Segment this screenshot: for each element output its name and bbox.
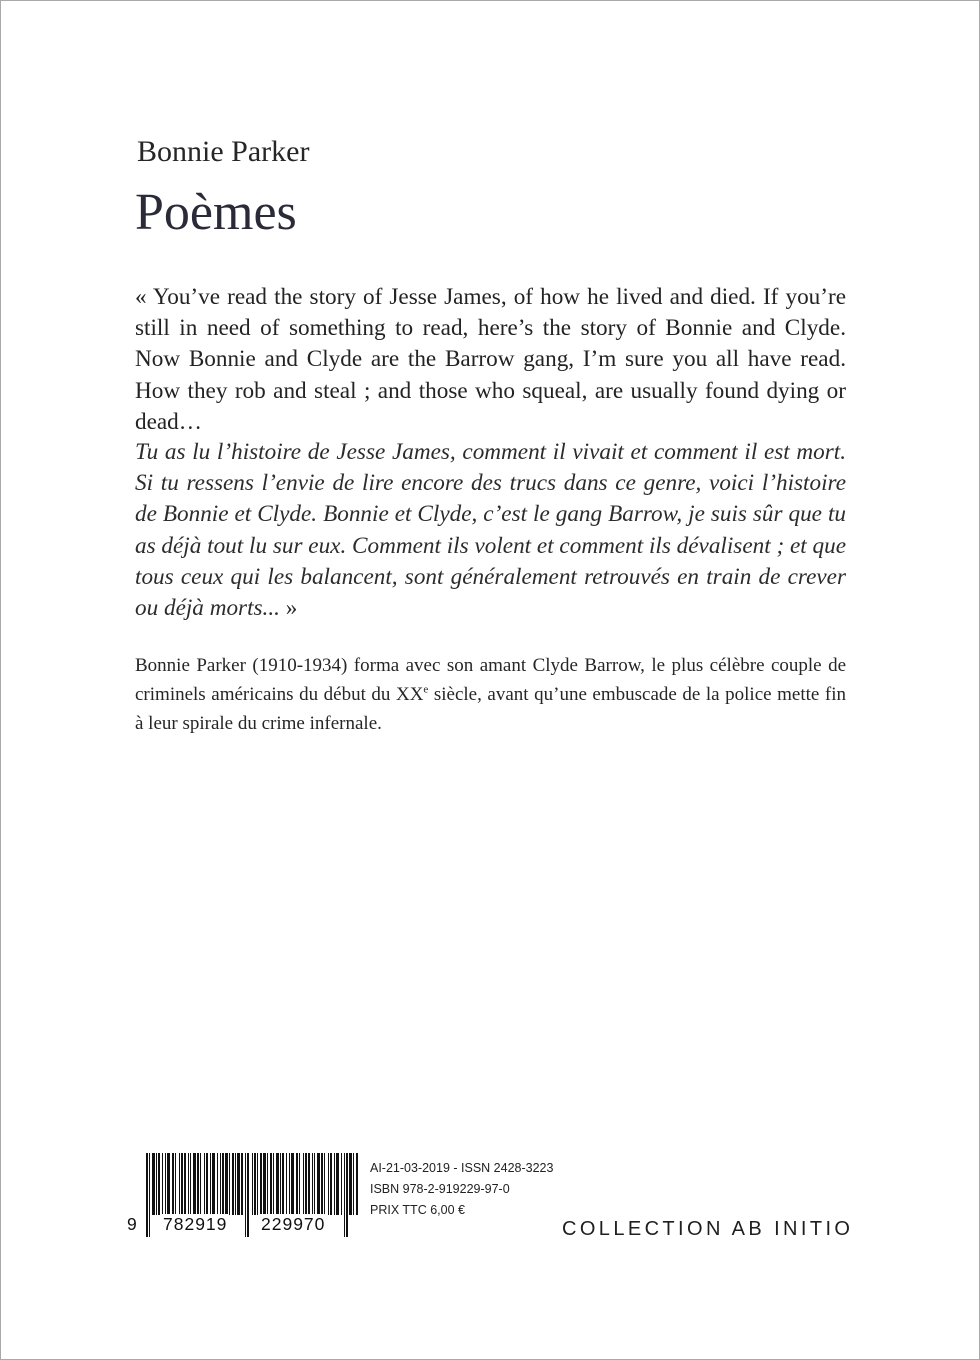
barcode-right-group: 229970 <box>261 1214 326 1234</box>
barcode-bar <box>235 1153 236 1215</box>
barcode-bar <box>260 1153 262 1215</box>
barcode-bar <box>254 1153 256 1215</box>
barcode-bar <box>245 1153 246 1237</box>
barcode-bar <box>276 1153 279 1215</box>
bio-superscript: e <box>423 683 429 696</box>
barcode-bar <box>162 1153 163 1215</box>
barcode-bar <box>149 1153 150 1237</box>
quote-close-mark: » <box>279 595 298 622</box>
barcode-bar <box>280 1153 281 1215</box>
barcode-bar <box>193 1153 196 1215</box>
barcode-bar <box>184 1153 186 1215</box>
barcode-bar <box>232 1153 234 1215</box>
barcode-bar <box>341 1153 342 1215</box>
barcode-bar <box>344 1153 345 1237</box>
barcode-bar <box>229 1153 230 1215</box>
collection-name: COLLECTION AB INITIO <box>562 1218 854 1240</box>
barcode <box>127 1153 358 1237</box>
barcode-bar <box>296 1153 298 1215</box>
quote-french <box>135 437 846 624</box>
barcode-bar <box>190 1153 191 1215</box>
barcode-bar <box>314 1153 315 1215</box>
barcode-bar <box>353 1153 354 1215</box>
book-title: Poèmes <box>135 184 297 241</box>
quote-english: « You’ve read the story of Jesse James, of how he lived and died. If you’re still in need of something to read, here’s the story of Bonnie and Clyde. Now Bonnie and Clyde are the Barrow gang, I’m sure you all have read. How they rob and steal ; and those who squeal, are usually found dying or dead… <box>135 284 846 435</box>
barcode-bar <box>336 1153 339 1215</box>
barcode-bar <box>181 1153 183 1215</box>
barcode-bar <box>263 1153 266 1215</box>
barcode-bar <box>321 1153 323 1215</box>
barcode-bar <box>312 1153 313 1215</box>
barcode-bar <box>334 1153 335 1215</box>
barcode-bar <box>172 1153 174 1215</box>
barcode-bar <box>328 1153 329 1215</box>
barcode-bar <box>286 1153 287 1215</box>
barcode-bar <box>175 1153 176 1215</box>
barcode-bar <box>273 1153 274 1215</box>
author-name: Bonnie Parker <box>137 135 310 168</box>
barcode-bar <box>188 1153 189 1215</box>
barcode-bar <box>146 1153 148 1237</box>
barcode-bar <box>267 1153 268 1215</box>
bio-text-start: Bonnie Parker (1910-1934) forma avec son amant Clyde Barrow, le plus célèbre couple de criminels américains du début du XX <box>135 655 846 705</box>
barcode-bar <box>220 1153 221 1215</box>
barcode-bar <box>156 1153 157 1215</box>
barcode-bar <box>210 1153 211 1215</box>
barcode-bar <box>165 1153 166 1215</box>
barcode-left-group: 782919 <box>163 1214 228 1234</box>
barcode-bar <box>152 1153 155 1215</box>
barcode-bar <box>270 1153 272 1215</box>
quote-french-text: Tu as lu l’histoire de Jesse James, comment il vivait et comment il est mort. Si tu ressens l’envie de lire encore des trucs dans ce genre, voici l’histoire de Bonnie et Clyde. Bonnie et Clyde, c’est le gang Barrow, je suis sûr que tu as déjà tout lu sur eux. Comment ils volent et comment ils dévalisent ; et que tous ceux qui les balancent, sont généralement retrouvés en train de crever ou déjà morts... <box>135 439 846 622</box>
barcode-bar <box>356 1153 358 1215</box>
barcode-bar <box>222 1153 224 1215</box>
barcode-bar <box>217 1153 218 1215</box>
barcode-bar <box>305 1153 307 1215</box>
barcode-bar <box>197 1153 199 1215</box>
barcode-first-digit: 9 <box>127 1214 138 1234</box>
barcode-bar <box>206 1153 208 1215</box>
barcode-bar <box>179 1153 180 1215</box>
barcode-bar <box>330 1153 332 1215</box>
barcode-bar <box>225 1153 228 1215</box>
barcode-bar <box>158 1153 160 1215</box>
barcode-bar <box>212 1153 215 1215</box>
registration-issn: AI-21-03-2019 - ISSN 2428-3223 <box>370 1161 554 1175</box>
barcode-bar <box>252 1153 253 1215</box>
isbn-number: ISBN 978-2-919229-97-0 <box>370 1182 510 1196</box>
barcode-bar <box>291 1153 294 1215</box>
barcode-bar <box>317 1153 320 1215</box>
author-bio <box>135 651 846 738</box>
price: PRIX TTC 6,00 € <box>370 1203 465 1217</box>
bio-text-end: siècle, avant qu’une embuscade de la police mette fin à leur spirale du crime infernale. <box>135 684 846 734</box>
barcode-bar <box>303 1153 304 1215</box>
barcode-bar <box>324 1153 325 1215</box>
barcode-bar <box>167 1153 170 1215</box>
barcode-bar <box>241 1153 243 1215</box>
barcode-bar <box>346 1153 348 1237</box>
barcode-bar <box>349 1153 352 1215</box>
barcode-bar <box>299 1153 300 1215</box>
barcode-bar <box>282 1153 284 1215</box>
barcode-bar <box>237 1153 240 1215</box>
barcode-bar <box>204 1153 205 1215</box>
barcode-bar <box>200 1153 201 1215</box>
barcode-bar <box>289 1153 290 1215</box>
barcode-bar <box>308 1153 310 1215</box>
publication-info <box>370 1158 553 1221</box>
barcode-bar <box>257 1153 258 1215</box>
barcode-bar <box>247 1153 249 1237</box>
